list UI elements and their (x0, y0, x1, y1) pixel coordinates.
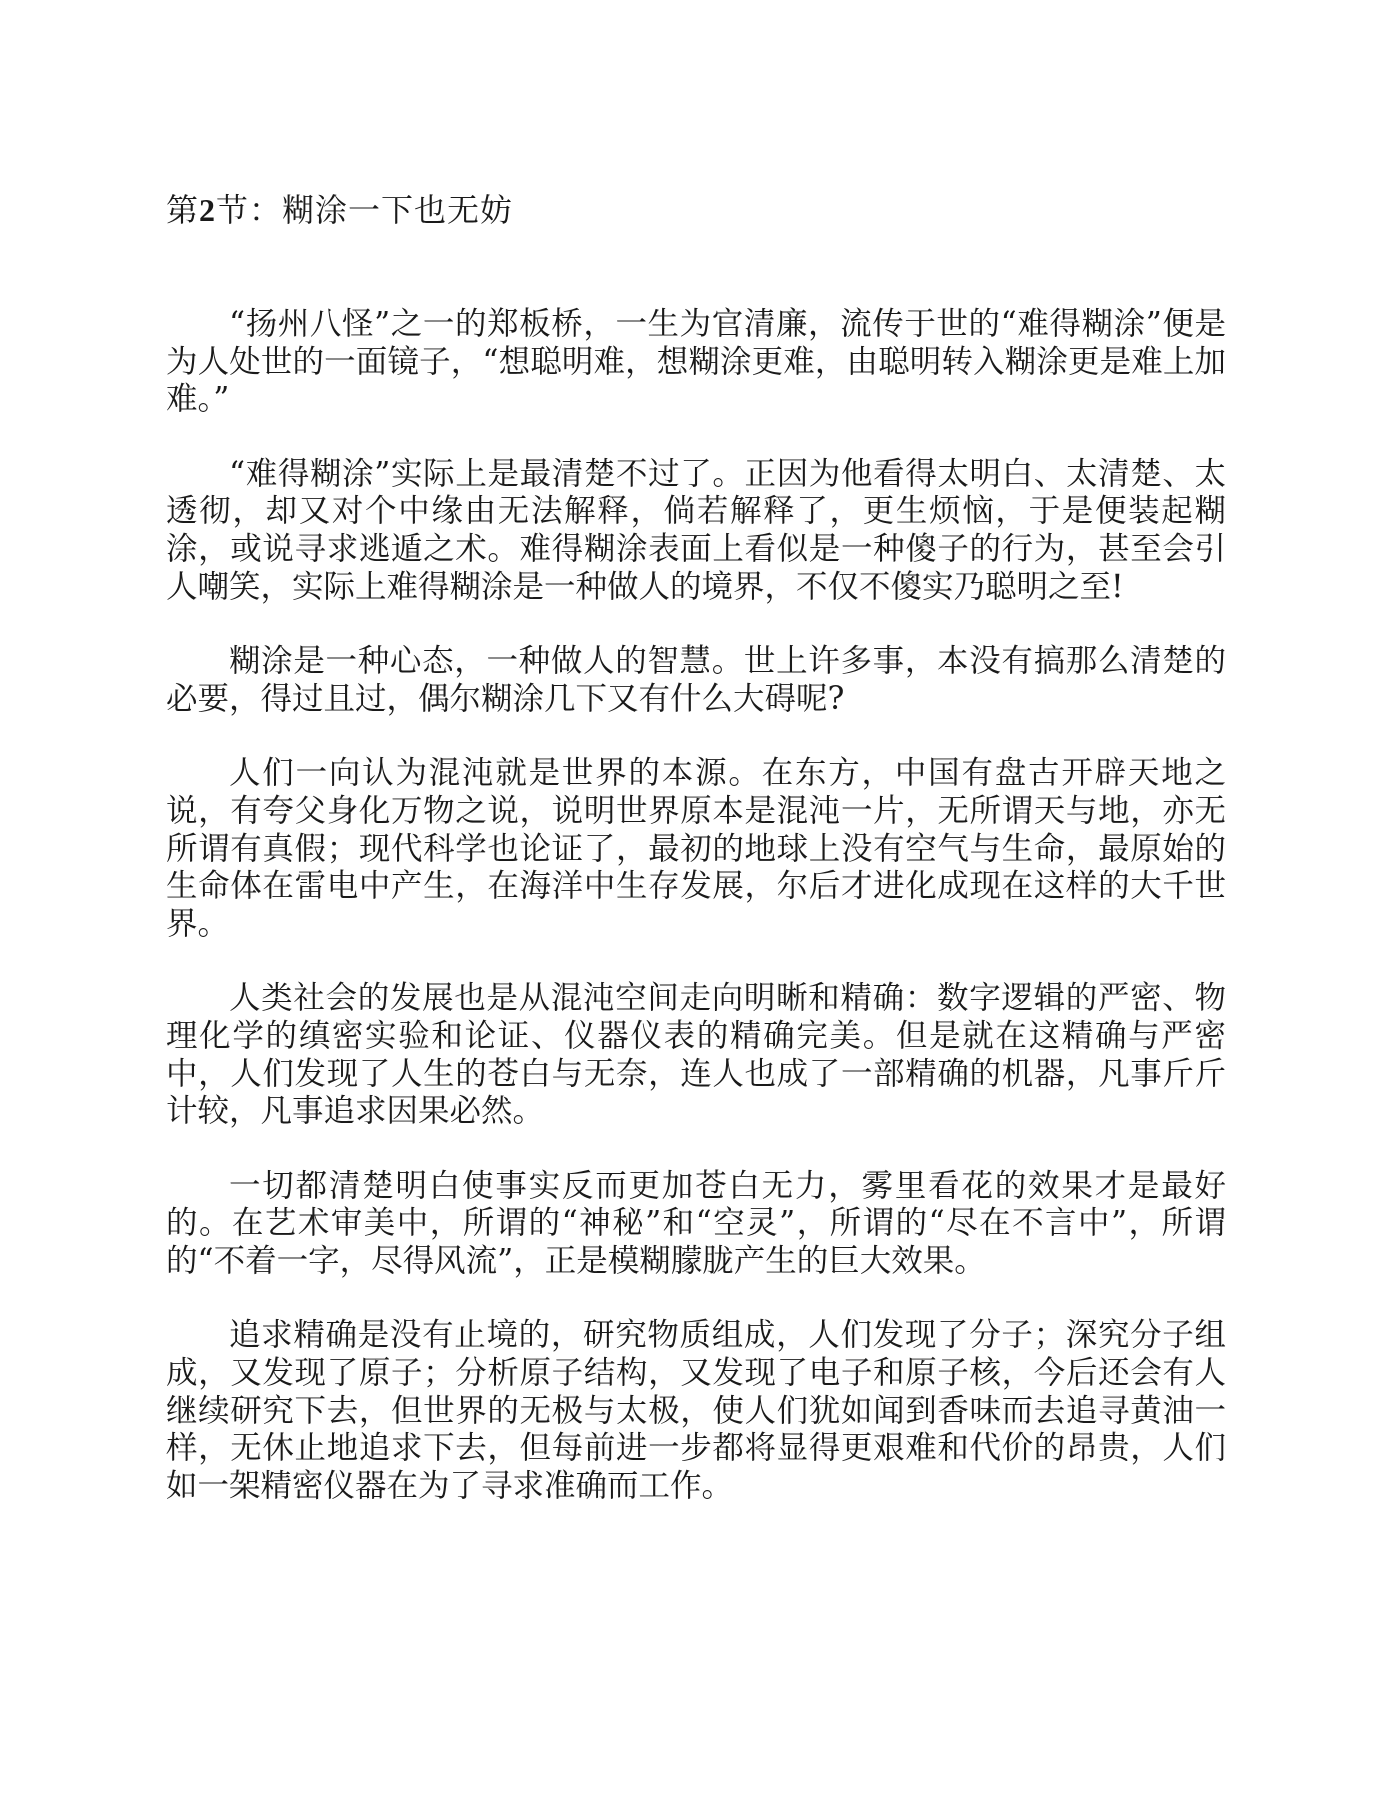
paragraph-3: 糊涂是一种心态，一种做人的智慧。世上许多事，本没有搞那么清楚的必要，得过且过，偶尔糊涂几下又有什么大碍呢? (166, 643, 1226, 717)
paragraph-4: 人们一向认为混沌就是世界的本源。在东方，中国有盘古开辟天地之说，有夸父身化万物之说，说明世界原本是混沌一片，无所谓天与地，亦无所谓有真假；现代科学也论证了，最初的地球上没有空气与生命，最原始的生命体在雷电中产生，在海洋中生存发展，尔后才进化成现在这样的大千世界。 (166, 755, 1226, 942)
paragraph-5: 人类社会的发展也是从混沌空间走向明晰和精确：数字逻辑的严密、物理化学的缜密实验和论证、仪器仪表的精确完美。但是就在这精确与严密中，人们发现了人生的苍白与无奈，连人也成了一部精确的机器，凡事斤斤计较，凡事追求因果必然。 (166, 980, 1226, 1130)
paragraph-6: 一切都清楚明白使事实反而更加苍白无力，雾里看花的效果才是最好的。在艺术审美中，所谓的“神秘”和“空灵”，所谓的“尽在不言中”，所谓的“不着一字，尽得风流”，正是模糊朦胧产生的巨大效果。 (166, 1167, 1226, 1279)
document-body (166, 306, 1226, 1542)
paragraph-2: “难得糊涂”实际上是最清楚不过了。正因为他看得太明白、太清楚、太透彻，却又对个中缘由无法解释，倘若解释了，更生烦恼，于是便装起糊涂，或说寻求逃遁之术。难得糊涂表面上看似是一种傻子的行为，甚至会引人嘲笑，实际上难得糊涂是一种做人的境界，不仅不傻实乃聪明之至! (166, 455, 1226, 605)
section-title-text: 节：糊涂一下也无妨 (216, 191, 514, 229)
section-title-prefix: 第 (166, 191, 200, 229)
section-title (166, 188, 513, 232)
paragraph-7: 追求精确是没有止境的，研究物质组成，人们发现了分子；深究分子组成，又发现了原子；分析原子结构，又发现了电子和原子核，今后还会有人继续研究下去，但世界的无极与太极，使人们犹如闻到香味而去追寻黄油一样，无休止地追求下去，但每前进一步都将显得更艰难和代价的昂贵，人们如一架精密仪器在为了寻求准确而工作。 (166, 1317, 1226, 1504)
section-title-number: 2 (199, 192, 217, 228)
paragraph-1: “扬州八怪”之一的郑板桥，一生为官清廉，流传于世的“难得糊涂”便是为人处世的一面镜子，“想聪明难，想糊涂更难，由聪明转入糊涂更是难上加难。” (166, 306, 1226, 418)
